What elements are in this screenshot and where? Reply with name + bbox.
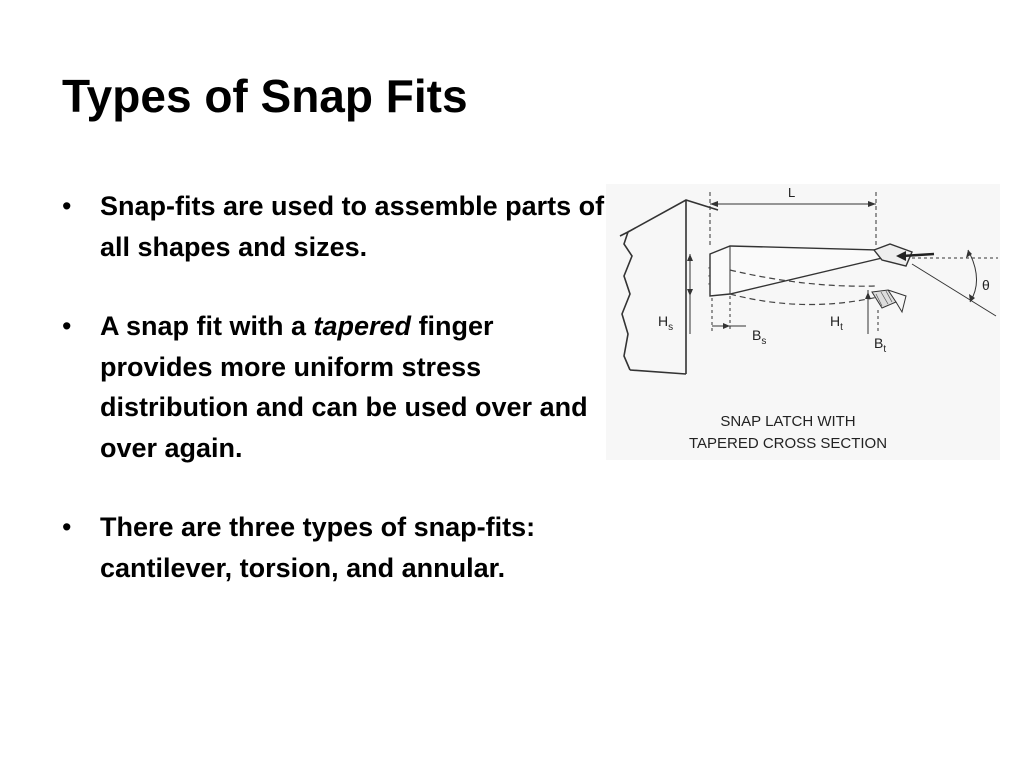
bullet-text-emphasis: tapered — [313, 311, 412, 341]
slide-title: Types of Snap Fits — [62, 70, 468, 122]
bullet-dot: • — [62, 311, 72, 341]
label-bs: $B_s$ — [752, 327, 767, 347]
bullet-list — [62, 186, 610, 627]
caption-line-1: SNAP LATCH WITH — [720, 413, 856, 430]
label-hs: $H_s$ — [658, 313, 674, 333]
label-bt: $B_t$ — [874, 335, 887, 355]
bullet-dot: • — [62, 512, 72, 542]
bullet-item — [62, 306, 610, 468]
label-ht: $H_t$ — [830, 313, 843, 333]
bullet-dot: • — [62, 191, 72, 221]
label-length: L — [788, 185, 796, 200]
snap-latch-figure — [606, 184, 1000, 460]
bullet-text: Snap-fits are used to assemble parts of all shapes and sizes. — [100, 191, 605, 262]
bullet-text-start: A snap fit with a — [100, 311, 314, 341]
caption-line-2: TAPERED CROSS SECTION — [688, 435, 888, 452]
snap-latch-diagram — [606, 184, 1000, 460]
bullet-item — [62, 507, 610, 588]
bullet-item — [62, 186, 610, 267]
bullet-text-end: finger provides more uniform stress distribution and can be used over and over again. — [100, 311, 588, 463]
bullet-text: There are three types of snap-fits: cantilever, torsion, and annular. — [100, 512, 536, 583]
label-angle: θ — [982, 277, 990, 293]
